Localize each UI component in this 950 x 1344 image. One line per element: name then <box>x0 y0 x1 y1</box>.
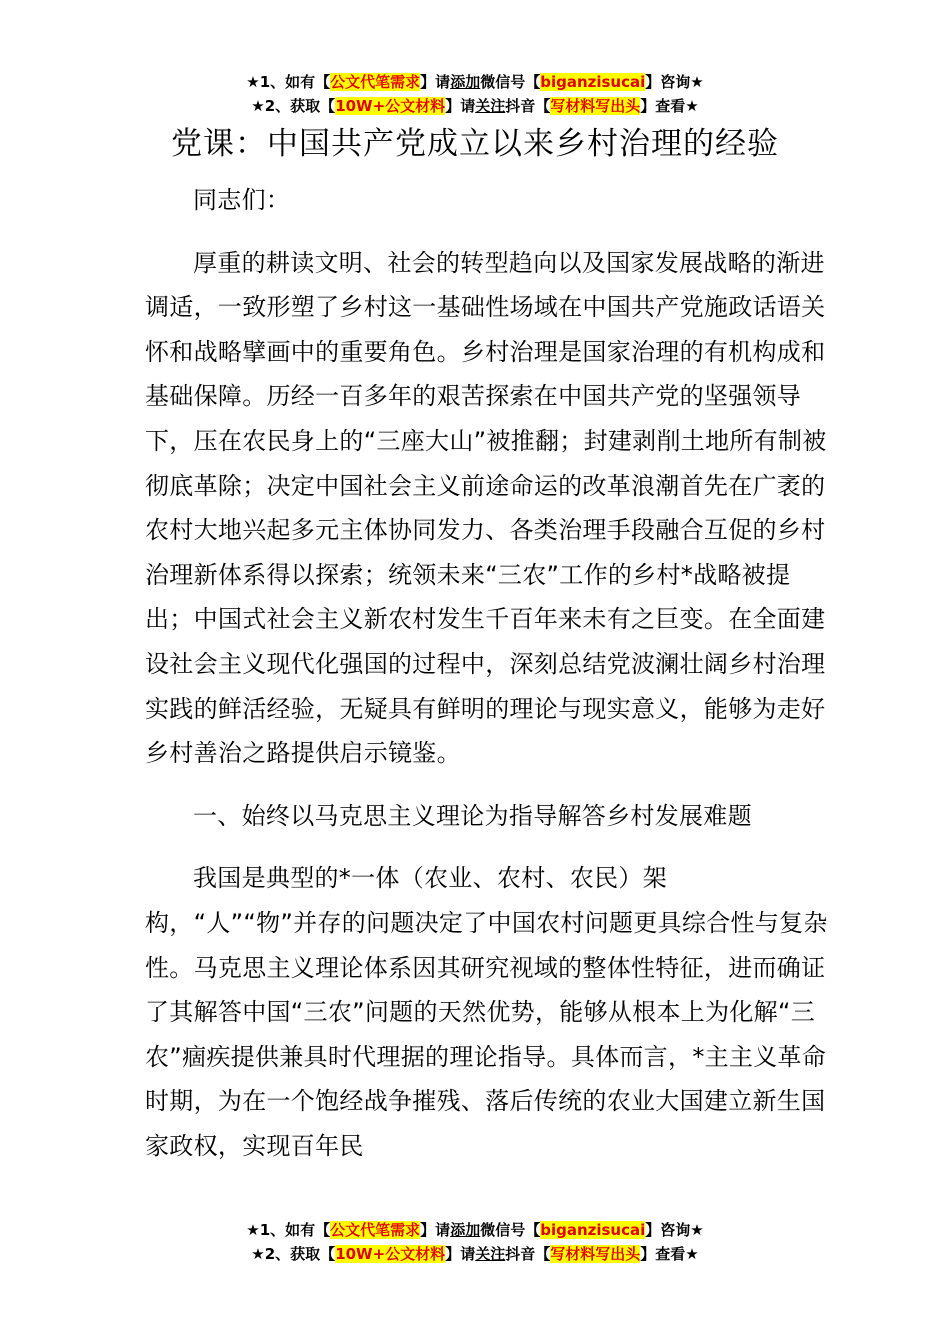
banner-underlined: 关注 <box>475 1245 506 1263</box>
banner-underlined: 添加 <box>450 1221 481 1239</box>
document-body <box>145 178 835 1168</box>
paragraph-section-1: 我国是典型的*一体（农业、农村、农民）架构，“人”“物”并存的问题决定了中国农村问题更具综合性与复杂性。马克思主义理论体系因其研究视域的整体性特征，进而确证了其解答中国“三农”问题的天然优势，能够从根本上为化解“三农”痼疾提供兼具时代理据的理论指导。具体而言，*主主义革命时期，为在一个饱经战争摧残、落后传统的农业大国建立新生国家政权，实现百年民 <box>145 864 828 1160</box>
banner-text: 】请 <box>445 1245 476 1263</box>
banner-highlight: 公文代笔需求 <box>330 1221 421 1239</box>
banner-line-1 <box>0 1218 950 1242</box>
banner-text: 】查看★ <box>640 1245 699 1263</box>
banner-underlined: 关注 <box>475 97 506 115</box>
banner-highlight: 公文代笔需求 <box>330 73 421 91</box>
banner-text: 抖音【 <box>505 1245 551 1263</box>
banner-text: 】请 <box>445 97 476 115</box>
banner-underlined: 添加 <box>450 73 481 91</box>
banner-text: ★2、获取【 <box>251 1245 336 1263</box>
banner-text: ★1、如有【 <box>246 73 331 91</box>
banner-highlight: biganzisucai <box>540 73 646 91</box>
banner-text: 微信号【 <box>480 73 541 91</box>
paragraph-intro: 厚重的耕读文明、社会的转型趋向以及国家发展战略的渐进调适，一致形塑了乡村这一基础性场域在中国共产党施政话语关怀和战略擘画中的重要角色。乡村治理是国家治理的有机构成和基础保障。历经一百多年的艰苦探索在中国共产党的坚强领导下，压在农民身上的“三座大山”被推翻；封建剥削土地所有制被彻底革除；决定中国社会主义前途命运的改革浪潮首先在广袤的农村大地兴起多元主体协同发力、各类治理手段融合互促的乡村治理新体系得以探索；统领未来“三农”工作的乡村*战略被提出；中国式社会主义新农村发生千百年来未有之巨变。在全面建设社会主义现代化强国的过程中，深刻总结党波澜壮阔乡村治理实践的鲜活经验，无疑具有鲜明的理论与现实意义，能够为走好乡村善治之路提供启示镜鉴。 <box>145 248 827 768</box>
banner-highlight: 10W+公文材料 <box>335 1245 446 1263</box>
banner-highlight: biganzisucai <box>540 1221 646 1239</box>
section-heading: 一、始终以马克思主义理论为指导解答乡村发展难题 <box>193 801 752 830</box>
banner-text: 】查看★ <box>640 97 699 115</box>
greeting: 同志们： <box>193 186 291 214</box>
banner-line-1 <box>0 70 950 94</box>
banner-highlight: 写材料写出头 <box>550 1245 641 1263</box>
banner-highlight: 写材料写出头 <box>550 97 641 115</box>
banner-text: 】请 <box>420 73 451 91</box>
banner-text: ★2、获取【 <box>251 97 336 115</box>
page-title: 党课：中国共产党成立以来乡村治理的经验 <box>171 126 779 162</box>
banner-text: 微信号【 <box>480 1221 541 1239</box>
banner-text: ★1、如有【 <box>246 1221 331 1239</box>
header-banner <box>0 70 950 118</box>
footer-banner <box>0 1218 950 1266</box>
banner-line-2 <box>0 1242 950 1266</box>
banner-line-2 <box>0 94 950 118</box>
banner-text: 】咨询★ <box>645 73 704 91</box>
banner-highlight: 10W+公文材料 <box>335 97 446 115</box>
banner-text: 】请 <box>420 1221 451 1239</box>
banner-text: 】咨询★ <box>645 1221 704 1239</box>
banner-text: 抖音【 <box>505 97 551 115</box>
